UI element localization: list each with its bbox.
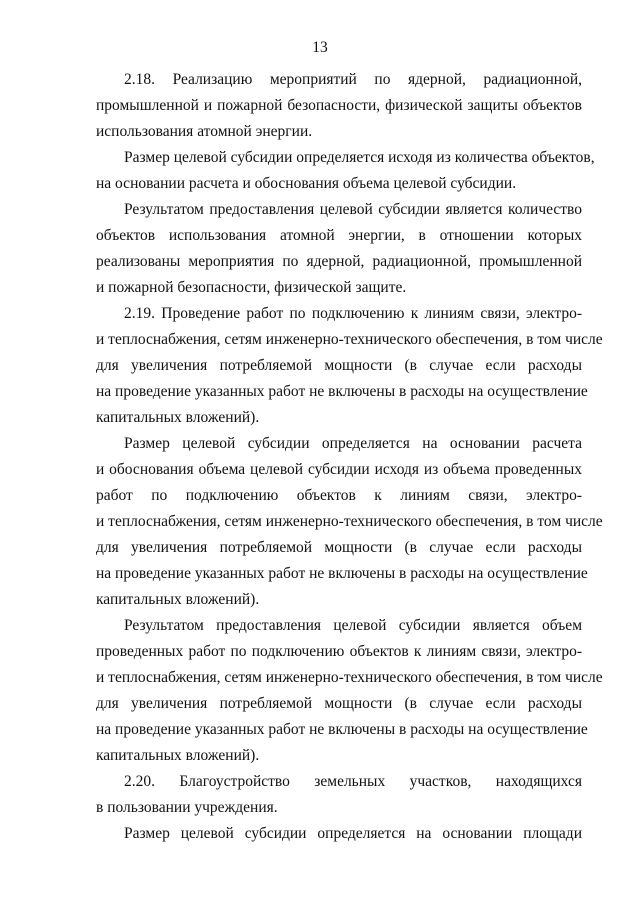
paragraph [96,769,582,821]
paragraph-line: Результатом предоставления целевой субсидии является объем [124,617,582,634]
paragraph-line: 2.19. Проведение работ по подключению к линиям связи, электро- [124,305,582,322]
paragraph-line: на основании расчета и обоснования объема целевой субсидии. [96,175,517,192]
paragraph-line: для увеличения потребляемой мощности (в случае если расходы [96,695,582,712]
paragraph-line: Результатом предоставления целевой субсидии является количество [124,201,582,218]
paragraph-line: капитальных вложений). [96,591,260,608]
paragraph-line: капитальных вложений). [96,409,260,426]
paragraph-line: для увеличения потребляемой мощности (в случае если расходы [96,539,582,556]
paragraph-line: 2.20. Благоустройство земельных участков, находящихся [124,773,582,790]
paragraph [96,301,603,431]
paragraph-line: для увеличения потребляемой мощности (в случае если расходы [96,357,582,374]
paragraph-line: и теплоснабжения, сетям инженерно-технического обеспечения, в том числе [96,331,603,348]
paragraph-line: 2.18. Реализацию мероприятий по ядерной, радиационной, [124,71,582,88]
paragraph-line: в пользовании учреждения. [96,799,278,816]
paragraph-line: Размер целевой субсидии определяется на основании площади [124,825,582,842]
paragraph [96,197,582,301]
paragraph [96,145,595,197]
paragraph [96,67,582,145]
paragraph [96,431,603,613]
paragraph-line: капитальных вложений). [96,747,260,764]
paragraph-line: на проведение указанных работ не включены в расходы на осуществление [96,721,588,738]
paragraph-line: и теплоснабжения, сетям инженерно-технического обеспечения, в том числе [96,513,603,530]
paragraph-line: работ по подключению объектов к линиям связи, электро- [96,487,582,504]
paragraph-line: и обоснования объема целевой субсидии исходя из объема проведенных [96,461,582,478]
paragraph [96,613,603,769]
paragraph-line: использования атомной энергии. [96,123,313,140]
paragraph-line: реализованы мероприятия по ядерной, радиационной, промышленной [96,253,582,270]
paragraph-line: Размер целевой субсидии определяется исходя из количества объектов, [124,149,595,166]
paragraph-line: и теплоснабжения, сетям инженерно-технического обеспечения, в том числе [96,669,603,686]
paragraph-line: на проведение указанных работ не включены в расходы на осуществление [96,383,588,400]
paragraph-line: объектов использования атомной энергии, в отношении которых [96,227,582,244]
paragraph-line: и пожарной безопасности, физической защите. [96,279,407,296]
paragraph-line: на проведение указанных работ не включены в расходы на осуществление [96,565,588,582]
paragraph [96,821,582,847]
paragraph-line: проведенных работ по подключению объектов к линиям связи, электро- [96,643,582,660]
page-number: 13 [312,39,328,56]
paragraph-line: промышленной и пожарной безопасности, физической защиты объектов [96,97,582,114]
paragraph-line: Размер целевой субсидии определяется на основании расчета [124,435,582,452]
document-body [96,67,603,847]
